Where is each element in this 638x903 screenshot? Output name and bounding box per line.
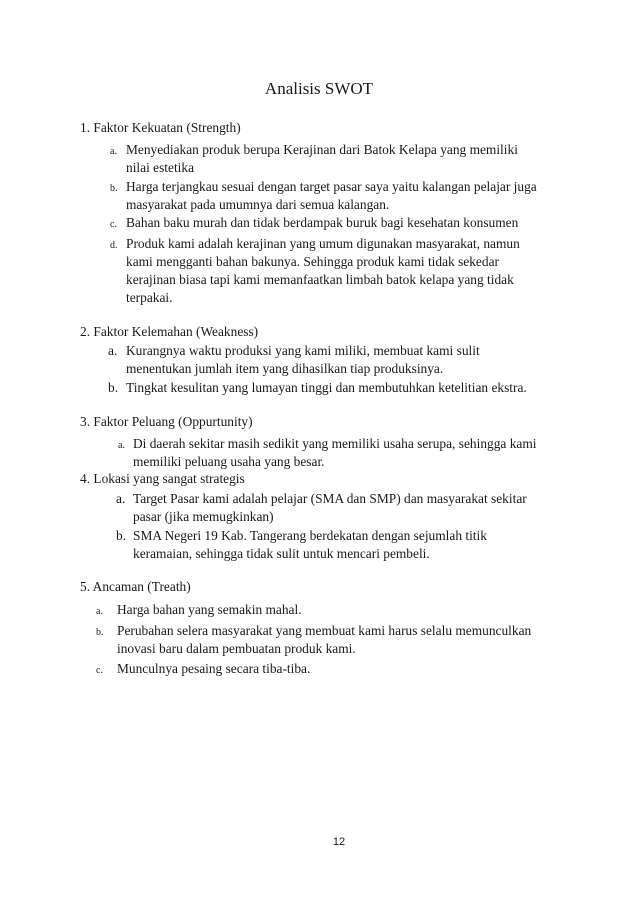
list-item-line: Produk kami adalah kerajinan yang umum digunakan masyarakat, namun — [126, 236, 520, 251]
list-marker: b. — [110, 183, 118, 194]
list-marker: b. — [108, 380, 119, 395]
list-item-line: terpakai. — [126, 290, 173, 305]
list-item-line: memiliki peluang usaha yang besar. — [133, 454, 325, 469]
list-item-line: menentukan jumlah item yang dihasilkan tiap produksinya. — [126, 361, 444, 376]
list-item-line: Tingkat kesulitan yang lumayan tinggi dan membutuhkan ketelitian ekstra. — [126, 380, 527, 395]
list-item-line: masyarakat pada umumnya dari semua kalangan. — [126, 197, 390, 212]
list-marker: d. — [110, 240, 118, 251]
list-marker: b. — [116, 528, 127, 543]
section-heading-weakness: 2. Faktor Kelemahan (Weakness) — [80, 324, 259, 339]
section-heading-threat: 5. Ancaman (Treath) — [80, 579, 191, 594]
list-item-line: keramaian, sehingga tidak sulit untuk mencari pembeli. — [133, 546, 430, 561]
list-item-line: Bahan baku murah dan tidak berdampak buruk bagi kesehatan konsumen — [126, 215, 519, 230]
list-item-line: pasar (jika memugkinkan) — [133, 509, 274, 524]
list-item-line: kami mengganti bahan bakunya. Sehingga produk kami tidak sekedar — [126, 254, 499, 269]
list-item-line: inovasi baru dalam pembuatan produk kami. — [117, 641, 356, 656]
section-heading-opportunity: 3. Faktor Peluang (Oppurtunity) — [80, 414, 253, 429]
list-marker: a. — [108, 343, 118, 358]
list-marker: c. — [110, 219, 117, 230]
section-heading-location: 4. Lokasi yang sangat strategis — [80, 471, 245, 486]
list-item-line: Munculnya pesaing secara tiba-tiba. — [117, 661, 311, 676]
list-marker: a. — [96, 606, 103, 617]
page-number: 12 — [332, 836, 346, 848]
list-item-line: Perubahan selera masyarakat yang membuat kami harus selalu memunculkan — [117, 623, 532, 638]
list-item-line: Kurangnya waktu produksi yang kami miliki, membuat kami sulit — [126, 343, 480, 358]
list-item-line: SMA Negeri 19 Kab. Tangerang berdekatan dengan sejumlah titik — [133, 528, 487, 543]
list-item-line: nilai estetika — [126, 160, 195, 175]
list-marker: b. — [96, 627, 104, 638]
section-heading-strength: 1. Faktor Kekuatan (Strength) — [80, 120, 241, 135]
list-item-line: kerajinan biasa tapi kami memanfaatkan limbah batok kelapa yang tidak — [126, 272, 514, 287]
list-item-line: Di daerah sekitar masih sedikit yang memiliki usaha serupa, sehingga kami — [133, 436, 537, 451]
list-marker: a. — [116, 491, 126, 506]
list-item-line: Harga terjangkau sesuai dengan target pasar saya yaitu kalangan pelajar juga — [126, 179, 537, 194]
list-item-line: Target Pasar kami adalah pelajar (SMA dan SMP) dan masyarakat sekitar — [133, 491, 527, 506]
list-marker: a. — [110, 146, 117, 157]
list-item-line: Menyediakan produk berupa Kerajinan dari Batok Kelapa yang memiliki — [126, 142, 518, 157]
page-title: Analisis SWOT — [264, 79, 374, 98]
list-marker: a. — [118, 440, 125, 451]
list-item-line: Harga bahan yang semakin mahal. — [117, 602, 302, 617]
list-marker: c. — [96, 665, 103, 676]
